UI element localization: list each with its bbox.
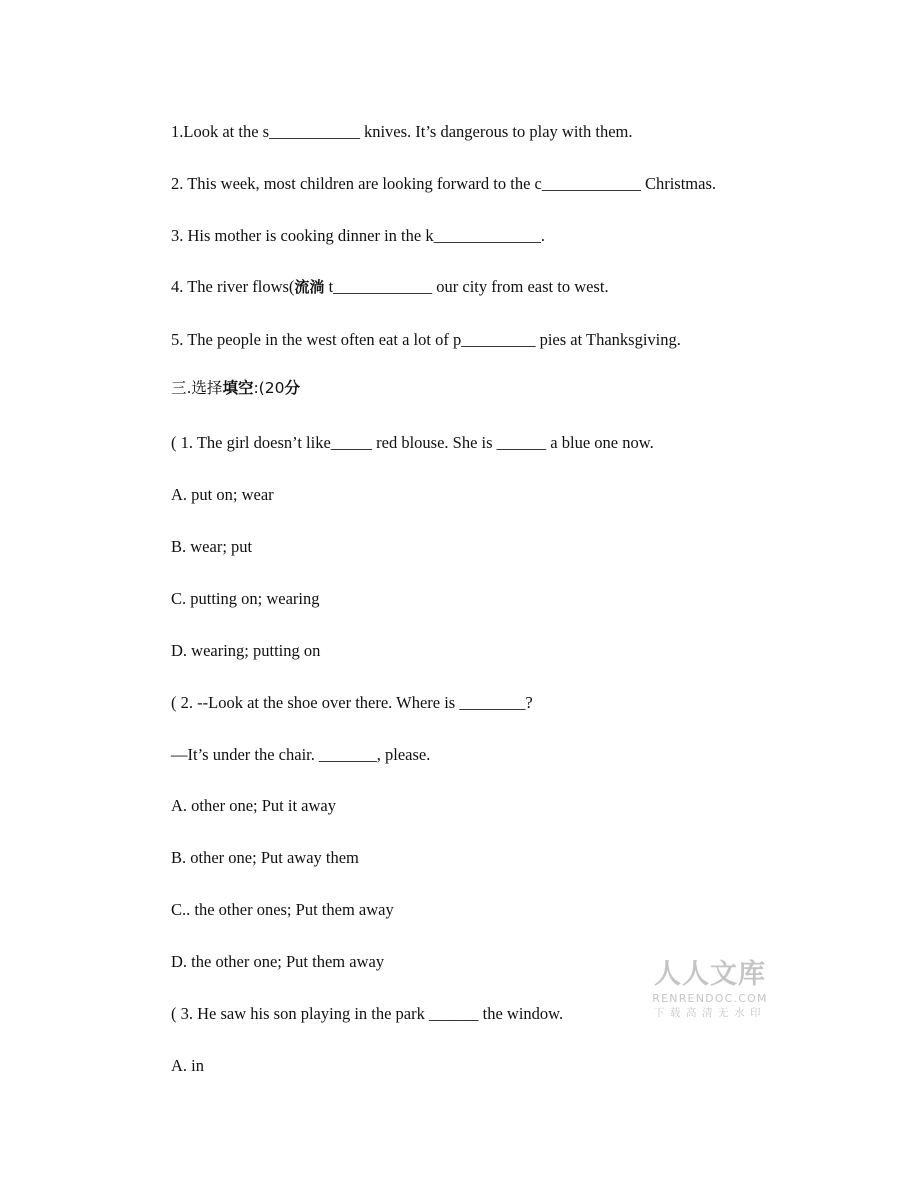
fill-blank-3: 3. His mother is cooking dinner in the k_____________. [171,226,545,245]
question-2-option-b: B. other one; Put away them [171,848,359,867]
question-1-option-a: A. put on; wear [171,485,274,504]
fill-blank-2: 2. This week, most children are looking forward to the c____________ Christmas. [171,174,717,193]
watermark-site: RENRENDOC.COM [652,992,768,1005]
question-2-option-a: A. other one; Put it away [171,796,336,815]
question-2-stem: ( 2. --Look at the shoe over there. Where is ________? [171,693,533,712]
question-3-option-a: A. in [171,1056,204,1075]
question-1-option-b: B. wear; put [171,537,253,556]
question-2-option-c: C.. the other ones; Put them away [171,900,394,919]
question-1-option-c: C. putting on; wearing [171,589,320,608]
fill-blank-4-chinese-gloss: 流淌 [294,278,325,296]
section-heading-prefix: 三.选择 [171,379,223,397]
fill-blank-4-start: 4. The river flows( [171,277,295,296]
question-3-stem: ( 3. He saw his son playing in the park ______ the window. [171,1004,564,1023]
question-1-stem: ( 1. The girl doesn’t like_____ red blouse. She is ______ a blue one now. [171,433,654,452]
fill-blank-4 [171,277,609,297]
section-heading-bold: 填空 [222,379,254,397]
watermark-title: 人人文库 [654,959,766,990]
section-heading-unit: 分 [284,379,300,397]
watermark-logo [646,958,774,1020]
section-heading [171,378,300,398]
question-1-option-d: D. wearing; putting on [171,641,321,660]
fill-blank-4-end: t____________ our city from east to west. [324,277,609,296]
section-heading-points: :(20 [253,379,285,397]
question-2-stem-reply: —It’s under the chair. _______, please. [171,745,431,764]
fill-blank-5: 5. The people in the west often eat a lot of p_________ pies at Thanksgiving. [171,330,681,349]
fill-blank-1: 1.Look at the s___________ knives. It’s dangerous to play with them. [171,122,633,141]
watermark-tagline: 下载高清无水印 [654,1007,766,1019]
question-2-option-d: D. the other one; Put them away [171,952,385,971]
